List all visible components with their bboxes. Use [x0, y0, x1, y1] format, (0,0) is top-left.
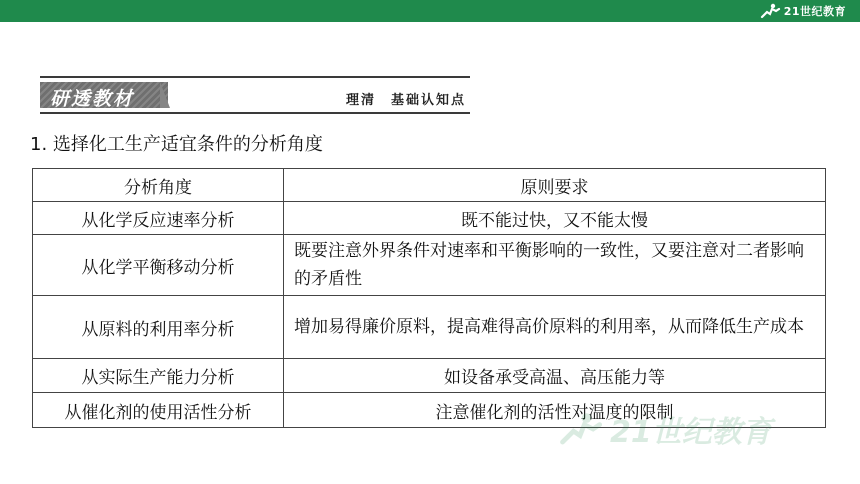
header-rule-bottom	[40, 112, 470, 114]
runner-icon	[556, 409, 604, 449]
brand-logo	[759, 2, 846, 20]
header-requirement: 原则要求	[284, 169, 826, 202]
angle-cell: 从原料的利用率分析	[33, 296, 284, 359]
requirement-cell: 既要注意外界条件对速率和平衡影响的一致性，又要注意对二者影响的矛盾性	[284, 235, 826, 296]
table-row	[33, 296, 826, 359]
requirement-cell: 如设备承受高温、高压能力等	[284, 359, 826, 393]
table-row	[33, 235, 826, 296]
top-bar	[0, 0, 860, 22]
page-heading: 1. 选择化工生产适宜条件的分析角度	[30, 134, 323, 155]
section-subtitle: 理清 基础认知点	[345, 93, 466, 108]
angle-cell: 从催化剂的使用活性分析	[33, 393, 284, 428]
analysis-table	[32, 168, 826, 428]
watermark-text: 21世纪教育	[610, 415, 772, 450]
requirement-cell: 增加易得廉价原料，提高难得高价原料的利用率，从而降低生产成本	[284, 296, 826, 359]
watermark	[556, 394, 846, 464]
table-row	[33, 202, 826, 235]
table-header-row	[33, 169, 826, 202]
title-slant	[160, 82, 170, 108]
table-row	[33, 359, 826, 393]
logo-text: 21世纪教育	[783, 5, 846, 18]
requirement-cell: 既不能过快，又不能太慢	[284, 202, 826, 235]
header-angle: 分析角度	[33, 169, 284, 202]
angle-cell: 从化学平衡移动分析	[33, 235, 284, 296]
header-rule-top	[40, 76, 470, 78]
angle-cell: 从实际生产能力分析	[33, 359, 284, 393]
section-header	[40, 76, 470, 114]
requirement-cell: 注意催化剂的活性对温度的限制	[284, 393, 826, 428]
section-title: 研透教材	[50, 88, 135, 110]
runner-icon	[759, 3, 781, 19]
section-title-block	[40, 82, 168, 108]
angle-cell: 从化学反应速率分析	[33, 202, 284, 235]
